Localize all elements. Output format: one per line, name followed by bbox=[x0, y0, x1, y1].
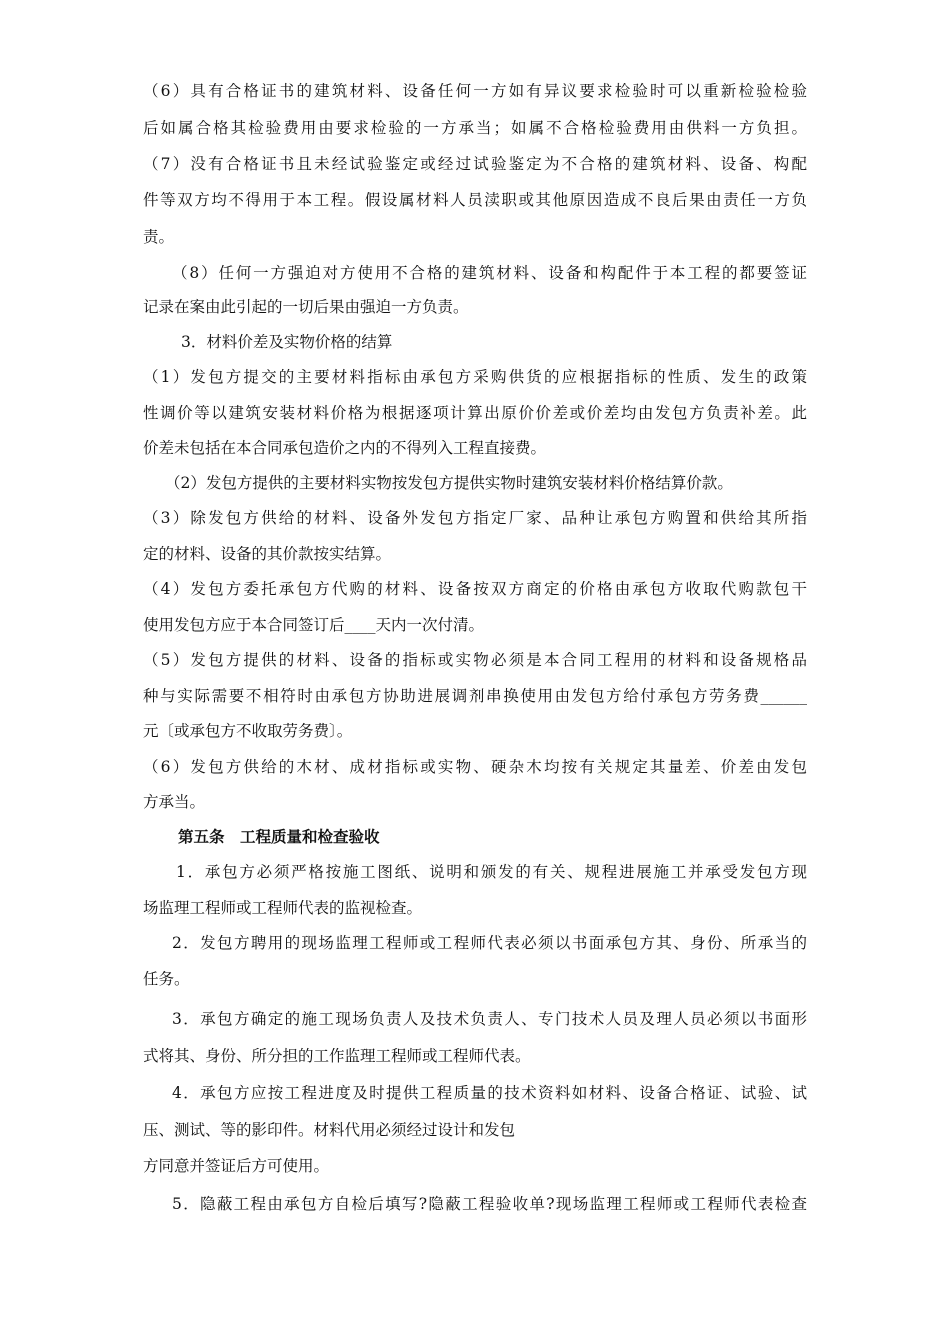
paragraph-line: 3．承包方确定的施工现场负责人及技术负责人、专门技术人员及理人员必须以书面形 bbox=[172, 1010, 807, 1028]
paragraph-line: 方同意并签证后方可使用。 bbox=[143, 1157, 330, 1175]
paragraph-line: 性调价等以建筑安装材料价格为根据逐项计算出原价价差或价差均由发包方负责补差。此 bbox=[143, 404, 807, 422]
paragraph-line: （6）具有合格证书的建筑材料、设备任何一方如有异议要求检验时可以重新检验检验 bbox=[143, 82, 807, 100]
paragraph-line: 1．承包方必须严格按施工图纸、说明和颁发的有关、规程进展施工并承受发包方现 bbox=[176, 863, 807, 881]
paragraph-line: 任务。 bbox=[143, 970, 190, 988]
paragraph-line: 件等双方均不得用于本工程。假设属材料人员渎职或其他原因造成不良后果由责任一方负 bbox=[143, 191, 807, 209]
paragraph-line: 责。 bbox=[143, 228, 175, 246]
paragraph-line: 压、测试、等的影印件。材料代用必须经过设计和发包 bbox=[143, 1121, 516, 1139]
paragraph-line: （4）发包方委托承包方代购的材料、设备按双方商定的价格由承包方收取代购款包干 bbox=[143, 580, 807, 598]
paragraph-line: 记录在案由此引起的一切后果由强迫一方负责。 bbox=[143, 298, 469, 316]
paragraph-line: （1）发包方提交的主要材料指标由承包方采购供货的应根据指标的性质、发生的政策 bbox=[143, 368, 807, 386]
paragraph-line: 方承当。 bbox=[143, 793, 206, 811]
paragraph-line: （7）没有合格证书且未经试验鉴定或经过试验鉴定为不合格的建筑材料、设备、构配 bbox=[143, 155, 807, 173]
paragraph-line: （5）发包方提供的材料、设备的指标或实物必须是本合同工程用的材料和设备规格品 bbox=[143, 651, 807, 669]
paragraph-line: （8）任何一方强迫对方使用不合格的建筑材料、设备和构配件于本工程的都要签证 bbox=[172, 264, 807, 282]
section-heading: 3．材料价差及实物价格的结算 bbox=[181, 333, 393, 351]
paragraph-line: 定的材料、设备的其价款按实结算。 bbox=[143, 545, 392, 563]
paragraph-line: （3）除发包方供给的材料、设备外发包方指定厂家、品种让承包方购置和供给其所指 bbox=[143, 509, 807, 527]
paragraph-line: （2）发包方提供的主要材料实物按发包方提供实物时建筑安装材料价格结算价款。 bbox=[165, 474, 733, 492]
paragraph-line: 使用发包方应于本合同签订后____天内一次付清。 bbox=[143, 616, 485, 634]
article-heading: 第五条 工程质量和检查验收 bbox=[178, 827, 380, 846]
paragraph-line: 4．承包方应按工程进度及时提供工程质量的技术资料如材料、设备合格证、试验、试 bbox=[172, 1084, 807, 1102]
paragraph-line: 场监理工程师或工程师代表的监视检查。 bbox=[143, 899, 423, 917]
paragraph-line: 后如属合格其检验费用由要求检验的一方承当；如属不合格检验费用由供料一方负担。 bbox=[143, 119, 807, 137]
paragraph-line: 价差未包括在本合同承包造价之内的不得列入工程直接费。 bbox=[143, 439, 547, 457]
paragraph-line: 元〔或承包方不收取劳务费〕。 bbox=[143, 722, 353, 740]
paragraph-line: （6）发包方供给的木材、成材指标或实物、硬杂木均按有关规定其量差、价差由发包 bbox=[143, 758, 807, 776]
paragraph-line: 5．隐蔽工程由承包方自检后填写?隐蔽工程验收单?现场监理工程师或工程师代表检查 bbox=[172, 1195, 807, 1213]
paragraph-line: 2．发包方聘用的现场监理工程师或工程师代表必须以书面承包方其、身份、所承当的 bbox=[172, 934, 807, 952]
paragraph-line: 式将其、身份、所分担的工作监理工程师或工程师代表。 bbox=[143, 1047, 531, 1065]
paragraph-line: 种与实际需要不相符时由承包方协助进展调剂串换使用由发包方给付承包方劳务费______ bbox=[143, 687, 807, 705]
